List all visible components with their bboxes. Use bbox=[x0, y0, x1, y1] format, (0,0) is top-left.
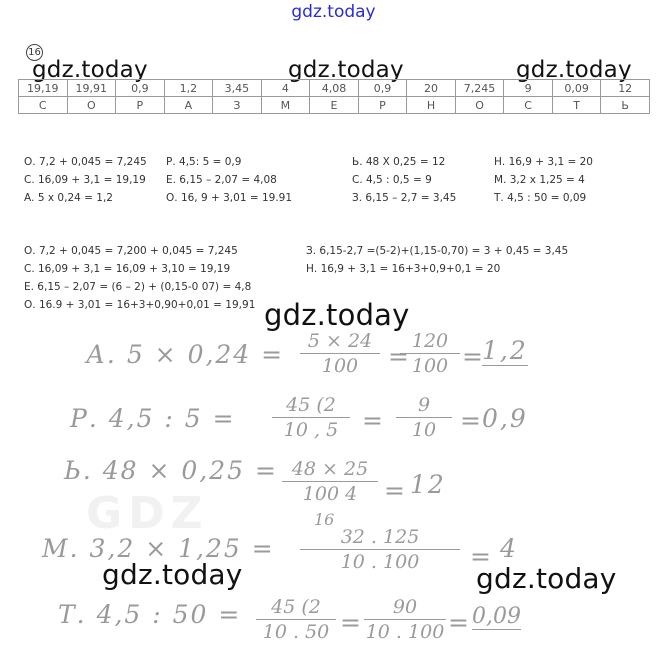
answer-value: 0,9 bbox=[358, 80, 407, 97]
watermark: gdz.today bbox=[32, 57, 148, 83]
site-link[interactable]: gdz.today bbox=[291, 2, 376, 22]
handwritten-reduction: 16 bbox=[314, 510, 335, 529]
fraction-bar bbox=[300, 353, 380, 354]
handwritten-equals: = bbox=[362, 406, 385, 435]
fraction-numerator: 45 (2 bbox=[286, 394, 336, 416]
fraction-bar bbox=[364, 619, 446, 620]
watermark: gdz.today bbox=[476, 562, 617, 595]
handwritten-result: 0,09 bbox=[472, 604, 521, 629]
equation: С. 16,09 + 3,1 = 19,19 bbox=[24, 174, 146, 186]
handwritten-equals: = bbox=[384, 476, 407, 505]
handwritten-equals: = bbox=[448, 608, 471, 637]
handwritten-fraction bbox=[300, 526, 460, 573]
fraction-numerator: 45 (2 bbox=[271, 596, 321, 618]
fraction-denominator: 10 , 5 bbox=[283, 419, 339, 441]
handwritten-equals: = bbox=[462, 342, 485, 371]
fraction-bar bbox=[400, 353, 460, 354]
fraction-denominator: 10 . 100 bbox=[340, 551, 420, 573]
watermark: gdz.today bbox=[102, 558, 243, 591]
answer-value: 19,19 bbox=[19, 80, 68, 97]
answer-value: 4 bbox=[261, 80, 310, 97]
fraction-denominator: 100 bbox=[411, 355, 449, 377]
background-watermark: GDZ bbox=[86, 488, 209, 539]
equation: А. 5 х 0,24 = 1,2 bbox=[24, 192, 113, 204]
handwritten-fraction bbox=[300, 330, 380, 377]
answer-letter: М bbox=[261, 97, 310, 114]
answer-value: 19,91 bbox=[67, 80, 116, 97]
fraction-bar bbox=[282, 481, 378, 482]
fraction-denominator: 100 4 bbox=[302, 483, 358, 505]
answer-letter: О bbox=[455, 97, 504, 114]
handwritten-expression: Р. 4,5 : 5 = bbox=[70, 404, 236, 433]
fraction-numerator: 32 . 125 bbox=[340, 526, 420, 548]
watermark: gdz.today bbox=[264, 298, 410, 332]
handwritten-fraction bbox=[256, 596, 336, 643]
handwritten-equals: = bbox=[460, 406, 483, 435]
answer-letter: Е bbox=[310, 97, 359, 114]
task-number: 16 bbox=[26, 44, 43, 61]
handwritten-expression: Ь. 48 × 0,25 = bbox=[64, 456, 278, 485]
answer-value: 4,08 bbox=[310, 80, 359, 97]
equation: Т. 4,5 : 50 = 0,09 bbox=[494, 192, 587, 204]
answer-letter: Ь bbox=[601, 97, 650, 114]
equation: С. 4,5 : 0,5 = 9 bbox=[352, 174, 432, 186]
fraction-numerator: 9 bbox=[417, 394, 431, 416]
fraction-bar bbox=[256, 619, 336, 620]
equation: Р. 4,5: 5 = 0,9 bbox=[166, 156, 242, 168]
handwritten-fraction bbox=[396, 394, 452, 441]
equation: З. 6,15 – 2,7 = 3,45 bbox=[352, 192, 457, 204]
equation: Ь. 48 Х 0,25 = 12 bbox=[352, 156, 446, 168]
handwritten-equals: = bbox=[470, 542, 493, 571]
handwritten-fraction bbox=[364, 596, 446, 643]
answer-value: 9 bbox=[504, 80, 553, 97]
equation-detail: З. 6,15-2,7 =(5-2)+(1,15-0,70) = 3 + 0,45 = 3,45 bbox=[306, 245, 569, 257]
fraction-denominator: 10 . 50 bbox=[262, 621, 330, 643]
fraction-numerator: 90 bbox=[392, 596, 418, 618]
handwritten-equals: = bbox=[340, 608, 363, 637]
watermark: gdz.today bbox=[516, 57, 632, 83]
answer-table bbox=[18, 79, 650, 114]
answer-value: 3,45 bbox=[213, 80, 262, 97]
equation-detail: Е. 6,15 – 2,07 = (6 – 2) + (0,15-0 07) = 4,8 bbox=[24, 281, 252, 293]
fraction-bar bbox=[272, 417, 350, 418]
equation-detail: О. 16.9 + 3,01 = 16+3+0,90+0,01 = 19,91 bbox=[24, 299, 256, 311]
handwritten-result: 4 bbox=[500, 534, 518, 563]
fraction-denominator: 10 . 100 bbox=[365, 621, 445, 643]
answer-value: 12 bbox=[601, 80, 650, 97]
equation: О. 16, 9 + 3,01 = 19.91 bbox=[166, 192, 293, 204]
handwritten-equals: = bbox=[388, 342, 411, 371]
fraction-denominator: 10 bbox=[411, 419, 437, 441]
answer-value: 0,09 bbox=[552, 80, 601, 97]
handwritten-fraction bbox=[400, 330, 460, 377]
equation: М. 3,2 х 1,25 = 4 bbox=[494, 174, 585, 186]
equation: О. 7,2 + 0,045 = 7,245 bbox=[24, 156, 147, 168]
answer-letter: Р bbox=[116, 97, 165, 114]
equation: Е. 6,15 – 2,07 = 4,08 bbox=[166, 174, 277, 186]
equation-detail: С. 16,09 + 3,1 = 16,09 + 3,10 = 19,19 bbox=[24, 263, 231, 275]
answer-value: 1,2 bbox=[164, 80, 213, 97]
answer-letter: С bbox=[19, 97, 68, 114]
handwritten-result: 12 bbox=[410, 470, 446, 499]
handwritten-expression: М. 3,2 × 1,25 = bbox=[42, 534, 275, 563]
fraction-numerator: 5 × 24 bbox=[307, 330, 373, 352]
answer-value: 20 bbox=[407, 80, 456, 97]
answer-letter: Т bbox=[552, 97, 601, 114]
answer-values-row bbox=[19, 80, 650, 97]
fraction-bar bbox=[300, 549, 460, 550]
handwritten-result: 1,2 bbox=[482, 336, 528, 365]
equation-detail: Н. 16,9 + 3,1 = 16+3+0,9+0,1 = 20 bbox=[306, 263, 501, 275]
answer-letter: Н bbox=[407, 97, 456, 114]
fraction-numerator: 120 bbox=[411, 330, 449, 352]
watermark: gdz.today bbox=[288, 57, 404, 83]
answer-value: 7,245 bbox=[455, 80, 504, 97]
answer-letter: Р bbox=[358, 97, 407, 114]
handwritten-expression: А. 5 × 0,24 = bbox=[86, 340, 285, 369]
fraction-denominator: 100 bbox=[321, 355, 359, 377]
equation: Н. 16,9 + 3,1 = 20 bbox=[494, 156, 593, 168]
answer-letter: З bbox=[213, 97, 262, 114]
answer-letter: С bbox=[504, 97, 553, 114]
answer-letter: А bbox=[164, 97, 213, 114]
answer-value: 0,9 bbox=[116, 80, 165, 97]
handwritten-fraction bbox=[272, 394, 350, 441]
handwritten-fraction bbox=[282, 458, 378, 505]
answer-letters-row bbox=[19, 97, 650, 114]
handwritten-expression: Т. 4,5 : 50 = bbox=[58, 600, 242, 629]
handwritten-result: 0,9 bbox=[482, 404, 528, 433]
equation-detail: О. 7,2 + 0,045 = 7,200 + 0,045 = 7,245 bbox=[24, 245, 238, 257]
fraction-numerator: 48 × 25 bbox=[291, 458, 369, 480]
answer-letter: О bbox=[67, 97, 116, 114]
fraction-bar bbox=[396, 417, 452, 418]
